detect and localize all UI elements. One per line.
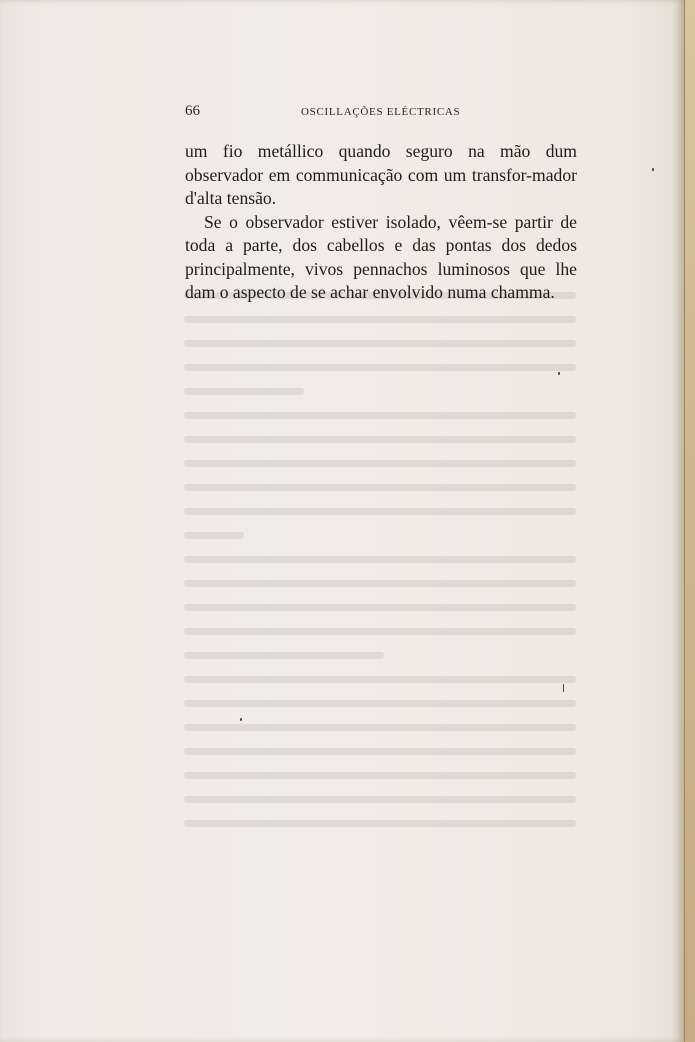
paper-speck [240, 718, 242, 721]
paper-speck [652, 168, 654, 171]
running-header [185, 103, 577, 125]
paragraph-1: um fio metállico quando seguro na mão dum observador em communicação com um transfor-mador d'alta tensão. [185, 141, 577, 208]
page-edge-strip [684, 0, 695, 1042]
page-edge-shadow [672, 0, 684, 1042]
paper-speck [558, 372, 560, 375]
page-number: 66 [185, 103, 200, 119]
paragraph-2: Se o observador estiver isolado, vêem-se partir de toda a parte, dos cabellos e das pontas dos dedos principalmente, vivos pennachos luminosos que lhe dam o aspecto de se achar envolvido numa chamma. [185, 211, 577, 302]
paper-speck [563, 684, 564, 692]
bleed-through-text [184, 288, 576, 828]
body-text [185, 140, 577, 305]
running-title: OSCILLAÇÕES ELÉCTRICAS [301, 106, 461, 118]
